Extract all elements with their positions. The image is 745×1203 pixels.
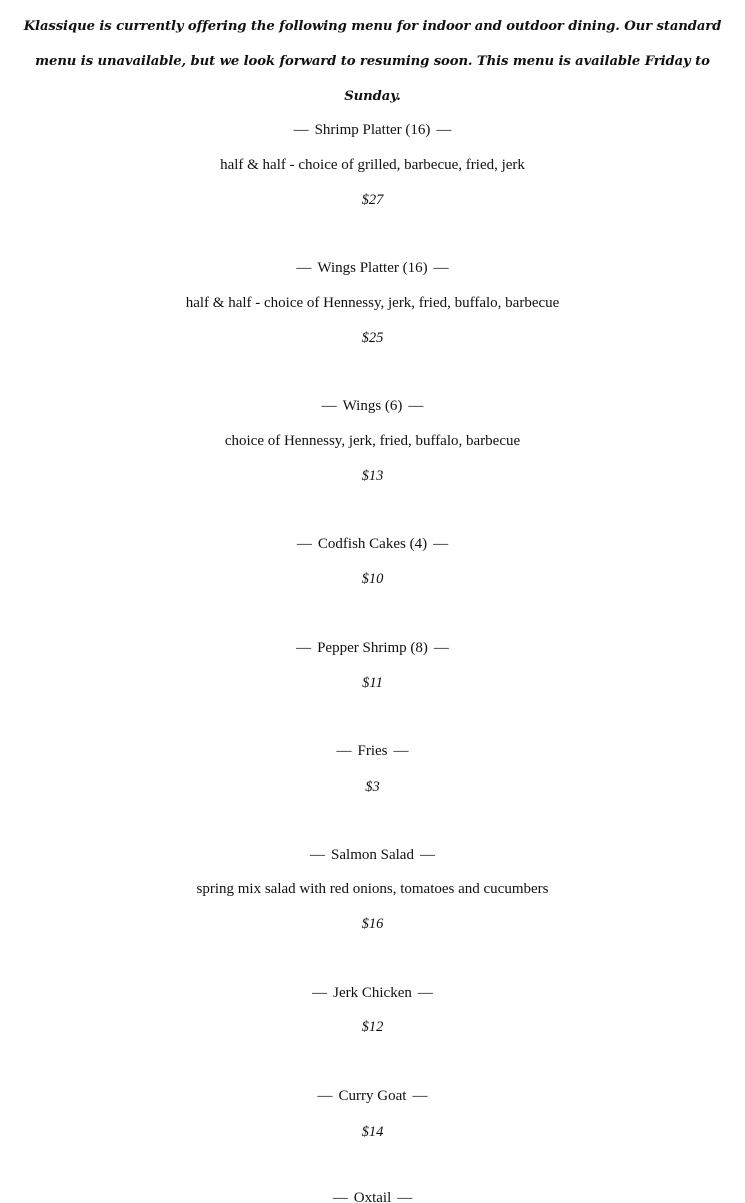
item-name: Wings Platter (16) xyxy=(317,260,428,276)
dash-right: — xyxy=(433,536,449,552)
item-name: Jerk Chicken xyxy=(333,985,412,1001)
menu-item-name xyxy=(0,844,745,866)
dash-left: — xyxy=(296,260,312,276)
item-name: Fries xyxy=(357,743,388,759)
item-price: $27 xyxy=(361,192,384,208)
item-name: Curry Goat xyxy=(338,1088,407,1104)
dash-right: — xyxy=(436,122,452,138)
menu-item-name xyxy=(0,1085,745,1107)
item-description: choice of Hennessy, jerk, fried, buffalo, barbecue xyxy=(224,433,521,449)
item-name: Codfish Cakes (4) xyxy=(317,536,428,552)
item-price: $3 xyxy=(365,779,380,795)
item-name: Salmon Salad xyxy=(331,847,414,863)
dash-right: — xyxy=(412,1088,428,1104)
menu-item-name xyxy=(0,637,745,659)
menu-item-name xyxy=(0,533,745,555)
dash-left: — xyxy=(336,743,352,759)
item-price: $11 xyxy=(362,675,383,691)
item-name: Oxtail xyxy=(353,1190,392,1203)
menu-item-name xyxy=(0,395,745,417)
dash-right: — xyxy=(393,743,409,759)
menu-item-name xyxy=(0,982,745,1004)
dash-left: — xyxy=(296,536,312,552)
item-description: half & half - choice of grilled, barbecue, fried, jerk xyxy=(220,157,525,173)
menu-item-name xyxy=(0,740,745,762)
menu-item-name xyxy=(0,1187,745,1203)
dash-left: — xyxy=(310,847,326,863)
dash-right: — xyxy=(419,847,435,863)
item-price: $13 xyxy=(361,468,384,484)
item-name: Shrimp Platter (16) xyxy=(314,122,431,138)
dash-right: — xyxy=(433,640,449,656)
menu-item-name xyxy=(0,257,745,279)
dash-left: — xyxy=(293,122,309,138)
dash-right: — xyxy=(417,985,433,1001)
item-name: Pepper Shrimp (8) xyxy=(317,640,428,656)
item-price: $16 xyxy=(361,916,384,932)
menu-intro: Klassique is currently offering the following menu for indoor and outdoor dining. Our standard menu is unavailable, but we look forward to resuming soon. This menu is available Friday to Sunday. xyxy=(23,19,722,104)
dash-left: — xyxy=(312,985,328,1001)
item-description: spring mix salad with red onions, tomatoes and cucumbers xyxy=(196,881,549,897)
dash-right: — xyxy=(397,1190,413,1203)
item-description: half & half - choice of Hennessy, jerk, fried, buffalo, barbecue xyxy=(185,295,560,311)
dash-left: — xyxy=(332,1190,348,1203)
item-price: $10 xyxy=(361,571,384,587)
dash-left: — xyxy=(296,640,312,656)
menu-item-name xyxy=(0,119,745,141)
item-name: Wings (6) xyxy=(342,398,403,414)
item-price: $12 xyxy=(361,1019,384,1035)
item-price: $25 xyxy=(361,330,384,346)
dash-left: — xyxy=(317,1088,333,1104)
item-price: $14 xyxy=(361,1124,384,1140)
dash-right: — xyxy=(433,260,449,276)
dash-left: — xyxy=(321,398,337,414)
dash-right: — xyxy=(408,398,424,414)
